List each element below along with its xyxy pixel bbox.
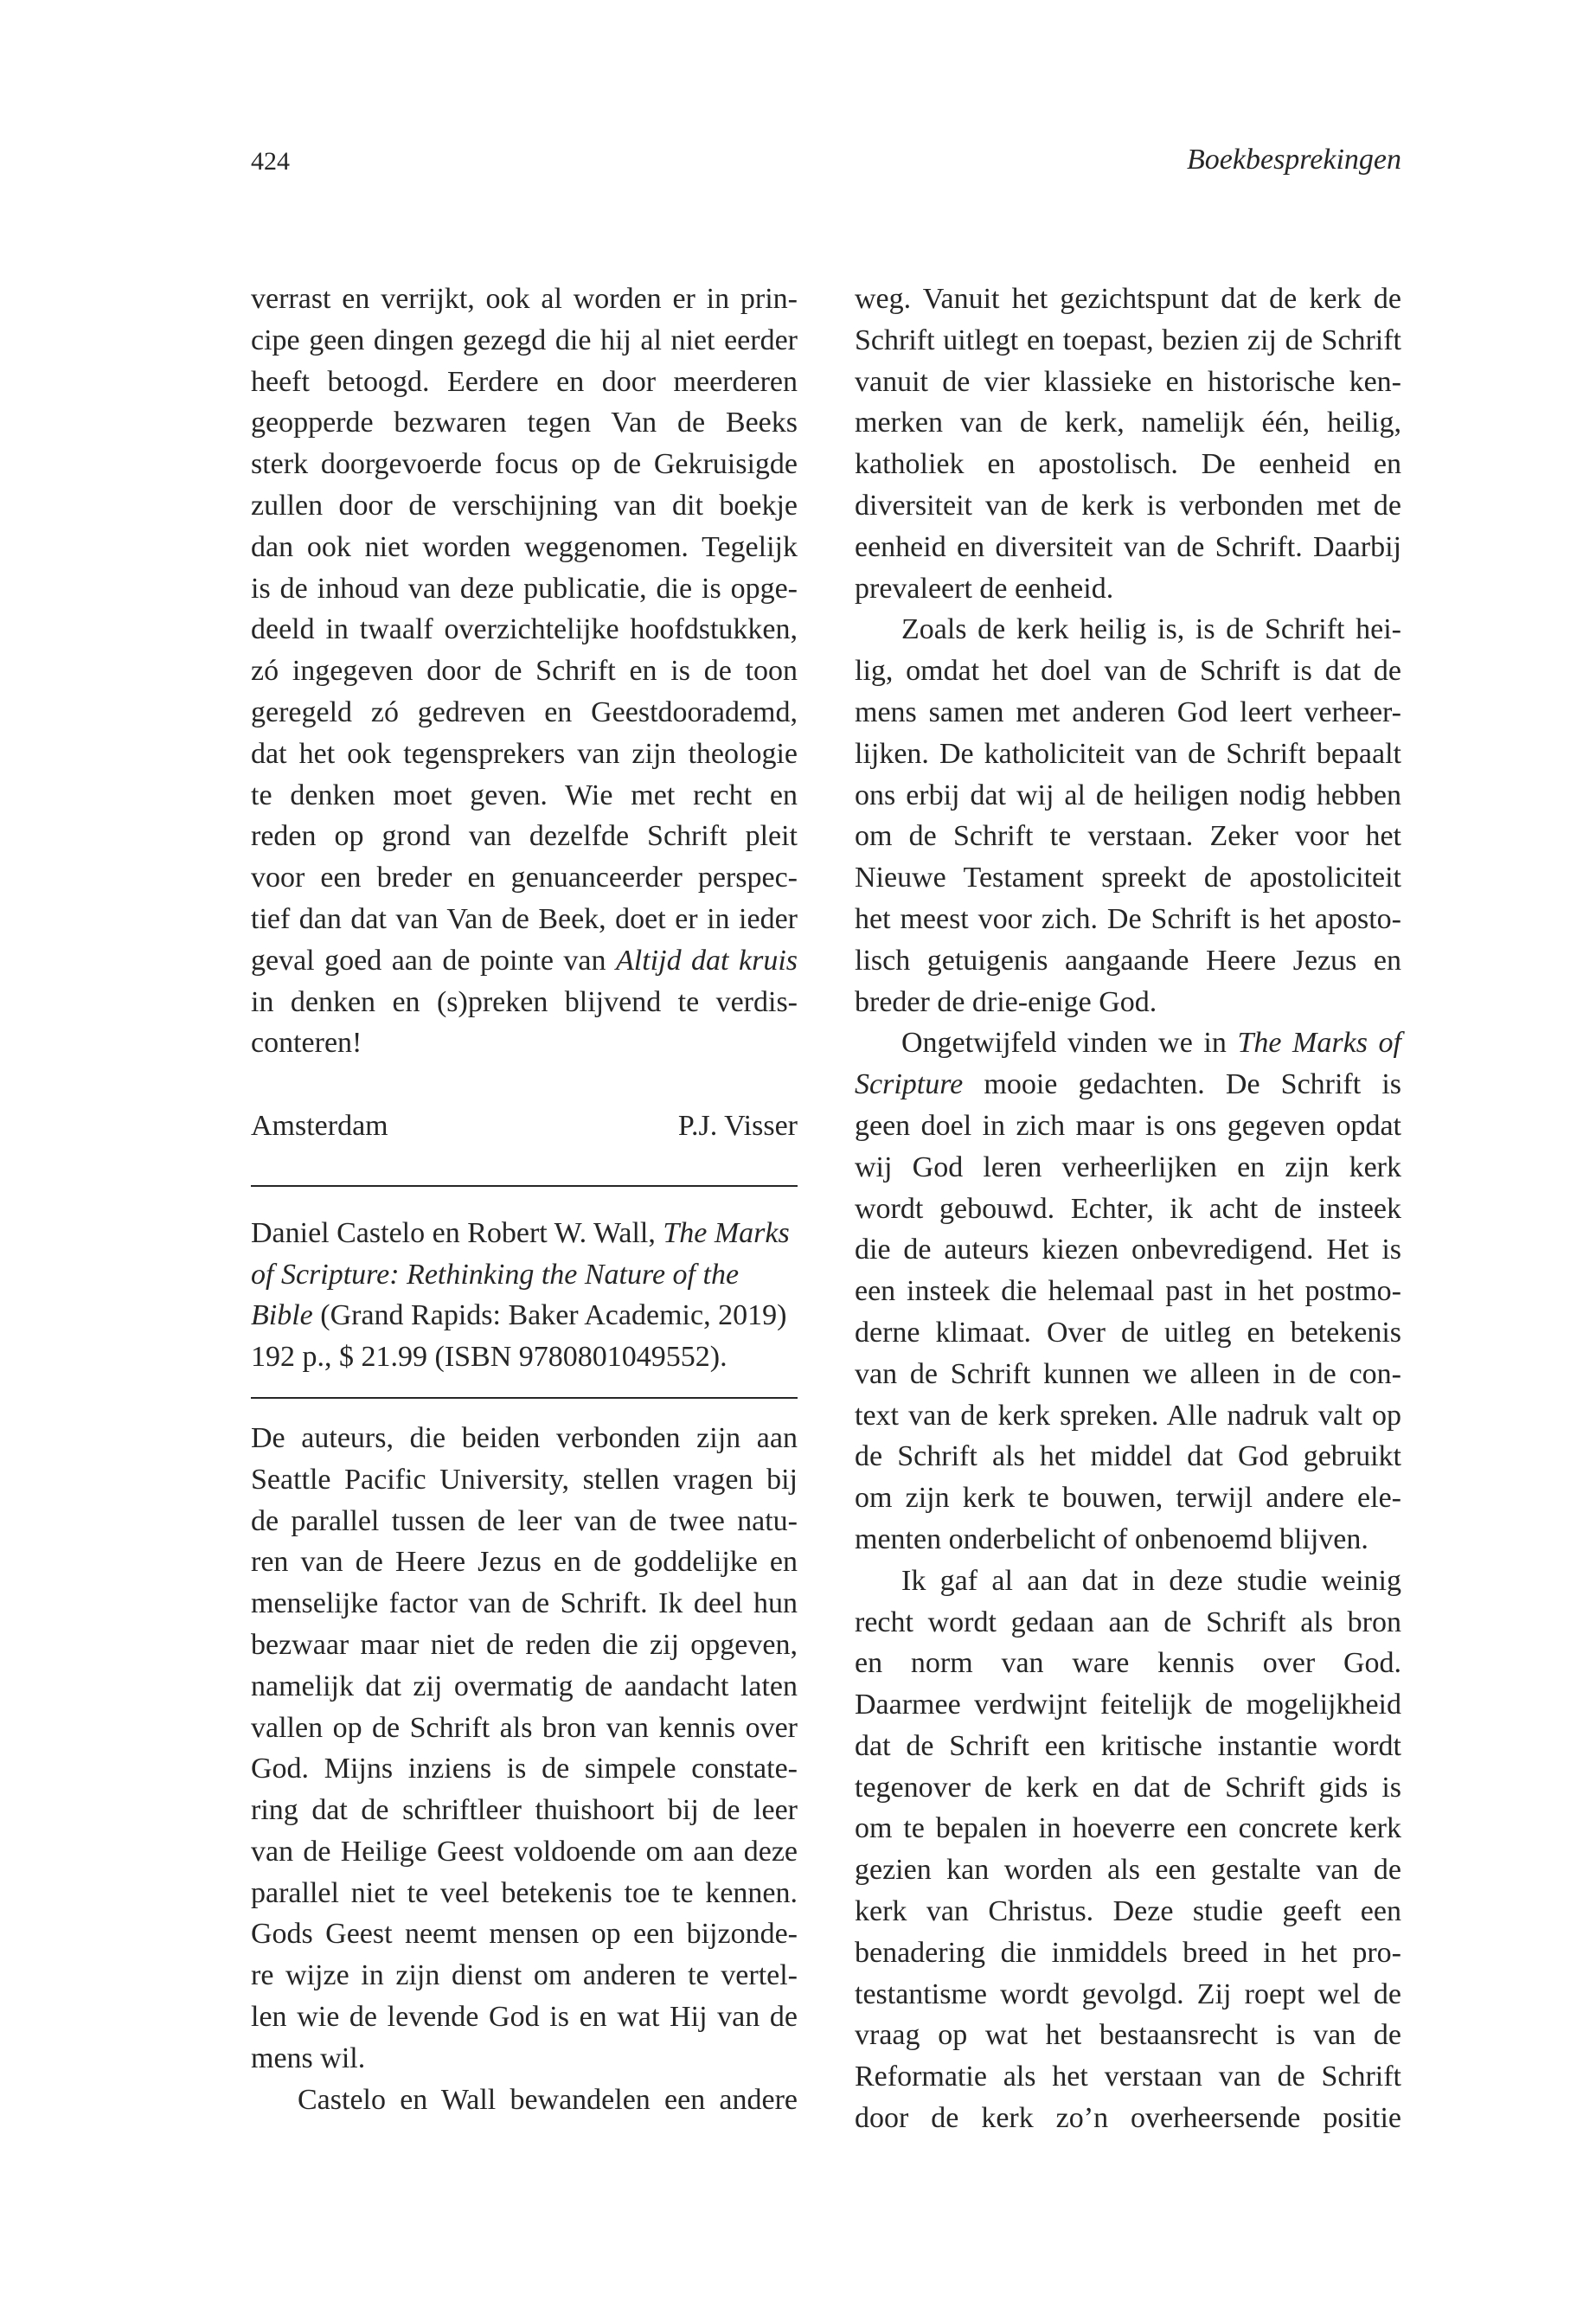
text-line: de Schrift als het middel dat God gebruikt	[855, 1440, 1401, 1473]
text-line: lig, omdat het doel van de Schrift is dat de	[855, 655, 1401, 688]
text-line: Ik gaf al aan dat in deze studie weinig	[901, 1564, 1401, 1597]
review-paragraph	[251, 2080, 798, 2121]
text-line: door de kerk zo’n overheersende positie	[855, 2102, 1401, 2135]
text-line: len wie de levende God is en wat Hij van de	[251, 2001, 798, 2034]
text-line: text van de kerk spreken. Alle nadruk valt op	[855, 1399, 1401, 1432]
review-paragraph	[855, 1561, 1401, 2139]
text-line: Ongetwijfeld vinden we in The Marks of	[901, 1027, 1401, 1060]
text-line: Schrift uitlegt en toepast, bezien zij de Schrift	[855, 324, 1401, 356]
text-line: Seattle Pacific University, stellen vragen bij	[251, 1463, 798, 1496]
text-line: zullen door de verschijning van dit boekje	[251, 489, 798, 522]
text-line: heeft betoogd. Eerdere en door meerderen	[251, 365, 798, 398]
right-column	[855, 279, 1401, 2139]
text-line: kerk van Christus. Deze studie geeft een	[855, 1895, 1401, 1928]
divider-rule-bottom	[251, 1397, 798, 1399]
text-line: weg. Vanuit het gezichtspunt dat de kerk de	[855, 283, 1401, 315]
text-line: Scripture mooie gedachten. De Schrift is	[855, 1068, 1401, 1101]
divider-rule-top	[251, 1185, 798, 1187]
text-line: van de Heilige Geest voldoende om aan deze	[251, 1835, 798, 1868]
text-line: dat de Schrift een kritische instantie wordt	[855, 1729, 1401, 1762]
left-column	[251, 279, 798, 2120]
text-line: lijken. De katholiciteit van de Schrift bepaalt	[855, 737, 1401, 770]
text-line: cipe geen dingen gezegd die hij al niet eerder	[251, 324, 798, 356]
text-line: van de Schrift kunnen we alleen in de con-	[855, 1357, 1401, 1390]
text-line: De auteurs, die beiden verbonden zijn aan	[251, 1421, 798, 1454]
text-line: recht wordt gedaan aan de Schrift als bron	[855, 1606, 1401, 1638]
text-line: conteren!	[251, 1027, 362, 1060]
text-line: derne klimaat. Over de uitleg en betekenis	[855, 1316, 1401, 1349]
text-line: vallen op de Schrift als bron van kennis over	[251, 1711, 798, 1744]
text-line: namelijk dat zij overmatig de aandacht laten	[251, 1670, 798, 1702]
bibliographic-entry	[251, 1213, 798, 1378]
text-line: is de inhoud van deze publicatie, die is opge-	[251, 572, 798, 605]
text-line: mens samen met anderen God leert verheer-	[855, 695, 1401, 728]
text-line: ons erbij dat wij al de heiligen nodig hebben	[855, 779, 1401, 811]
review-paragraph	[855, 279, 1401, 609]
text-line: wordt gebouwd. Echter, ik acht de insteek	[855, 1192, 1401, 1225]
text-line: de parallel tussen de leer van de twee natu-	[251, 1504, 798, 1537]
text-line: tegenover de kerk en dat de Schrift gids is	[855, 1771, 1401, 1804]
text-line: geval goed aan de pointe van Altijd dat kruis	[251, 944, 798, 977]
text-line: voor een breder en genuanceerder perspec-	[251, 862, 798, 894]
text-line: om de Schrift te verstaan. Zeker voor het	[855, 820, 1401, 853]
text-line: testantisme wordt gevolgd. Zij roept wel de	[855, 1977, 1401, 2010]
text-line: bezwaar maar niet de reden die zij opgeven,	[251, 1628, 798, 1661]
text-line: menten onderbelicht of onbenoemd blijven.	[855, 1522, 1368, 1555]
text-line: sterk doorgevoerde focus op de Gekruisigde	[251, 448, 798, 481]
text-line: vraag op wat het bestaansrecht is van de	[855, 2019, 1401, 2052]
text-line: menselijke factor van de Schrift. Ik deel hun	[251, 1587, 798, 1620]
text-line: Zoals de kerk heilig is, is de Schrift hei-	[901, 613, 1401, 646]
text-line: en norm van ware kennis over God.	[855, 1647, 1401, 1680]
text-line: geregeld zó gedreven en Geestdoorademd,	[251, 695, 798, 728]
text-line: lisch getuigenis aangaande Heere Jezus en	[855, 944, 1401, 977]
text-line: Nieuwe Testament spreekt de apostoliciteit	[855, 862, 1401, 894]
review-paragraph	[855, 609, 1401, 1022]
text-line: breder de drie-enige God.	[855, 985, 1157, 1018]
text-line: reden op grond van dezelfde Schrift pleit	[251, 820, 798, 853]
text-line: dat het ook tegensprekers van zijn theologie	[251, 737, 798, 770]
text-line: een insteek die helemaal past in het postmo-	[855, 1275, 1401, 1308]
running-title: Boekbesprekingen	[1187, 144, 1401, 176]
text-line: om te bepalen in hoeverre een concrete kerk	[855, 1812, 1401, 1845]
text-line: geopperde bezwaren tegen Van de Beeks	[251, 407, 798, 439]
review-paragraph	[251, 1418, 798, 2080]
text-line: verrast en verrijkt, ook al worden er in prin-	[251, 283, 798, 315]
text-line: diversiteit van de kerk is verbonden met de	[855, 489, 1401, 522]
text-line: God. Mijns inziens is de simpele constate-	[251, 1753, 798, 1785]
text-line: om zijn kerk te bouwen, terwijl andere ele-	[855, 1482, 1401, 1515]
text-line: 192 p., $ 21.99 (ISBN 9780801049552).	[251, 1341, 727, 1374]
text-line: ren van de Heere Jezus en de goddelijke en	[251, 1546, 798, 1579]
text-line: het meest voor zich. De Schrift is het aposto-	[855, 902, 1401, 935]
text-line: Daniel Castelo en Robert W. Wall, The Marks	[251, 1216, 790, 1249]
text-line: Bible (Grand Rapids: Baker Academic, 2019)	[251, 1299, 787, 1332]
text-line: die de auteurs kiezen onbevredigend. Het is	[855, 1234, 1401, 1266]
page-number: 424	[251, 147, 290, 176]
text-line: katholiek en apostolisch. De eenheid en	[855, 448, 1401, 481]
text-line: merken van de kerk, namelijk één, heilig,	[855, 407, 1401, 439]
text-line: in denken en (s)preken blijvend te verdis-	[251, 985, 798, 1018]
text-line: prevaleert de eenheid.	[855, 572, 1114, 605]
review-paragraph	[855, 1022, 1401, 1560]
review-conclusion-paragraph	[251, 279, 798, 1064]
text-line: eenheid en diversiteit van de Schrift. Daarbij	[855, 530, 1401, 563]
signature-author: P.J. Visser	[677, 1109, 798, 1142]
text-line: vanuit de vier klassieke en historische ken-	[855, 365, 1401, 398]
text-line: of Scripture: Rethinking the Nature of the	[251, 1258, 740, 1291]
text-line: tief dan dat van Van de Beek, doet er in ieder	[251, 902, 798, 935]
text-line: Castelo en Wall bewandelen een andere	[298, 2083, 798, 2116]
text-line: re wijze in zijn dienst om anderen te vertel-	[251, 1959, 798, 1992]
text-line: zó ingegeven door de Schrift en is de toon	[251, 655, 798, 688]
text-line: Reformatie als het verstaan van de Schrift	[855, 2061, 1401, 2093]
text-line: Gods Geest neemt mensen op een bijzonde-	[251, 1918, 798, 1951]
text-line: te denken moet geven. Wie met recht en	[251, 779, 798, 811]
text-line: dan ook niet worden weggenomen. Tegelijk	[251, 530, 798, 563]
text-line: Daarmee verdwijnt feitelijk de mogelijkheid	[855, 1689, 1401, 1721]
text-line: geen doel in zich maar is ons gegeven opdat	[855, 1109, 1401, 1142]
text-line: wij God leren verheerlijken en zijn kerk	[855, 1150, 1401, 1183]
review-signature	[251, 1106, 798, 1147]
text-line: mens wil.	[251, 2041, 366, 2074]
text-line: deeld in twaalf overzichtelijke hoofdstukken,	[251, 613, 798, 646]
text-line: ring dat de schriftleer thuishoort bij de leer	[251, 1794, 798, 1827]
text-line: benadering die inmiddels breed in het pro-	[855, 1936, 1401, 1969]
text-line: gezien kan worden als een gestalte van de	[855, 1854, 1401, 1887]
text-line: parallel niet te veel betekenis toe te kennen.	[251, 1876, 798, 1909]
signature-place: Amsterdam	[251, 1109, 388, 1142]
